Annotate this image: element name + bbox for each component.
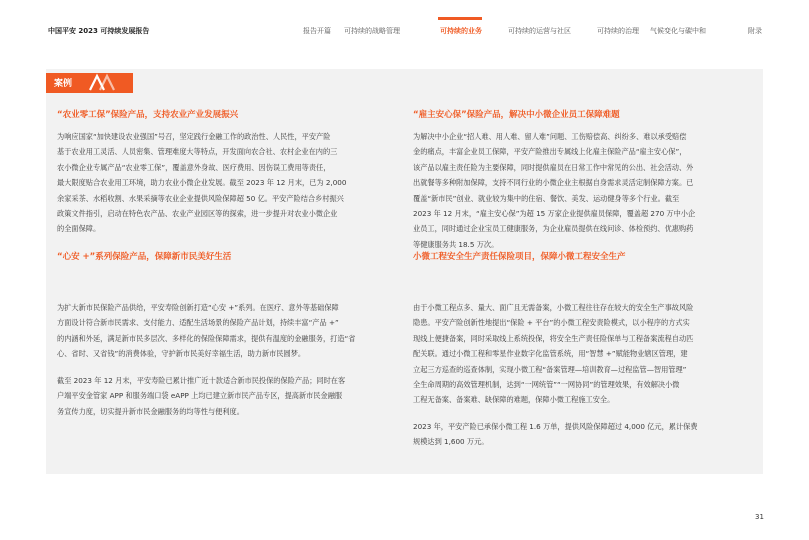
- active-nav-indicator: [438, 17, 482, 20]
- text-line: 的内涵和外延，满足新市民多层次、多样化的保险保障需求，提供有温度的金融服务，打造“省: [57, 333, 356, 343]
- text-line: 覆盖“新市民”创业、就业较为集中的住宿、餐饮、美发、运动健身等多个行业。截至: [413, 193, 680, 203]
- text-line: 最大限度贴合农业用工环境，助力农业小微企业发展。截至 2023 年 12 月末，已为 2,000: [57, 178, 347, 188]
- text-line: 2023 年 12 月末，“雇主安心保”为超 15 万家企业提供雇员保障，覆盖超 270 万中小企: [413, 209, 696, 219]
- right-section1-body: [413, 129, 753, 252]
- right-section1-title: “雇主安心保”保险产品，解决中小微企业员工保障难题: [413, 110, 620, 120]
- text-line: 隐患。平安产险创新性地提出“保险 + 平台”的小微工程安责险模式，以小程序的方式实: [413, 318, 690, 328]
- text-line: 现线上便捷备案，同时采取线上系统投保，将安全生产责任险保单与工程备案流程自动匹: [413, 333, 694, 343]
- text-line: 金的痛点，丰富企业员工保障，平安产险推出专属线上化雇主保险产品“雇主安心保”，: [413, 147, 687, 157]
- text-line: 基于农业用工灵活、人员密集、管理难度大等特点，开发面向农合社、农村企业在内的三: [57, 147, 338, 157]
- text-line: 心、省时、又省钱”的消费体验，守护新市民美好幸福生活，助力新市民圆梦。: [57, 349, 306, 359]
- nav-item-governance[interactable]: 可持续的治理: [597, 27, 639, 35]
- double-chevron-icon: [86, 73, 126, 93]
- left-section1-title: “农业零工保”保险产品，支持农业产业发展振兴: [57, 110, 239, 120]
- text-line: 工程无备案、备案难、缺保障的难题，保障小微工程施工安全。: [413, 395, 615, 405]
- right-section2-title: 小微工程安全生产责任保险项目，保障小微工程安全生产: [413, 252, 626, 262]
- text-line: 规模达到 1,600 万元。: [413, 437, 489, 447]
- page-header: [0, 0, 809, 44]
- text-line: 截至 2023 年 12 月末，平安寿险已累计推广近十款适合新市民投保的保险产品；同时在客: [57, 376, 346, 385]
- page-number: 31: [755, 513, 764, 521]
- text-line: 为扩大新市民保险产品供给，平安寿险创新打造“心安 +”系列。在医疗、意外等基础保障: [57, 303, 339, 312]
- text-line: 为响应国家“加快建设农业强国”号召，坚定践行金融工作的政治性、人民性，平安产险: [57, 132, 331, 141]
- text-line: 立起三方巡查的巡查体制，实现小微工程“备案管理—培训教育—过程监管—智用管理”: [413, 364, 687, 374]
- left-section2-title: “心安 +”系列保险产品，保障新市民美好生活: [57, 252, 232, 262]
- text-line: 的全面保障。: [57, 224, 101, 234]
- text-line: 配关联。通过小微工程和零星作业数字化监管系统，用“智慧 +”赋能物业辖区管理，建: [413, 349, 688, 359]
- text-line: 出就餐等多种附加保障，支持不同行业的小微企业主根据自身需求灵活定制保障方案。已: [413, 178, 694, 188]
- case-tag: [46, 73, 133, 93]
- left-section2-para2: [57, 373, 387, 419]
- nav-item-appendix[interactable]: 附录: [748, 27, 762, 35]
- text-line: 为解决中小企业“招人难、用人难、留人难”问题、工伤赔偿高、纠纷多、难以承受赔偿: [413, 132, 687, 141]
- text-line: 该产品以雇主责任险为主要保障，同时提供雇员在日常工作中常见的公出、社会活动、外: [413, 162, 694, 172]
- text-line: 政策文件指引，启动在特色农产品、农业产业园区等的探索，进一步提升对农业小微企业: [57, 209, 338, 219]
- text-line: 农小微企业专属产品“农业零工保”，覆盖意外身故、医疗费用、因伤误工费用等责任，: [57, 162, 331, 172]
- report-title: 中国平安 2023 可持续发展报告: [48, 27, 150, 35]
- text-line: 全生命周期的高效管理机制，达到“一网统管”“一网协同”的管理效果，有效解决小微: [413, 380, 680, 390]
- text-line: 务宣传力度，切实提升新市民金融服务的均等性与便利度。: [57, 406, 244, 416]
- left-section2-para1: [57, 300, 387, 362]
- right-section2-para2: [413, 419, 753, 450]
- right-section2-para1: [413, 300, 753, 408]
- text-line: 2023 年，平安产险已承保小微工程 1.6 万单，提供风险保障超过 4,000 亿元，累计保费: [413, 422, 698, 431]
- nav-item-report-opening[interactable]: 报告开篇: [303, 27, 331, 35]
- nav-item-climate[interactable]: 气候变化与碳中和: [650, 27, 706, 35]
- text-line: 余家采茶、水稻收割、水果采摘等农业企业提供风险保障超 50 亿。平安产险结合乡村振兴: [57, 193, 344, 203]
- nav-item-business[interactable]: 可持续的业务: [440, 27, 482, 35]
- text-line: 由于小微工程点多、量大、面广且无需备案，小微工程往往存在较大的安全生产事故风险: [413, 303, 694, 312]
- case-label: 案例: [54, 79, 73, 89]
- text-line: 方面设计符合新市民需求、支付能力、适配生活场景的保险产品计划，持续丰富“产品 +”: [57, 318, 339, 328]
- nav-item-operations[interactable]: 可持续的运营与社区: [508, 27, 571, 35]
- text-line: 业员工，同时通过企业宝员工健康服务，为企业雇员提供在线问诊、体检预约、优惠购药: [413, 224, 694, 234]
- nav-item-strategy[interactable]: 可持续的战略管理: [344, 27, 400, 35]
- text-line: 等健康服务共 18.5 万次。: [413, 239, 499, 249]
- text-line: 户端平安金管家 APP 和服务端口袋 eAPP 上均已建立新市民产品专区，提高新市民金融服: [57, 391, 343, 401]
- left-section1-body: [57, 129, 387, 237]
